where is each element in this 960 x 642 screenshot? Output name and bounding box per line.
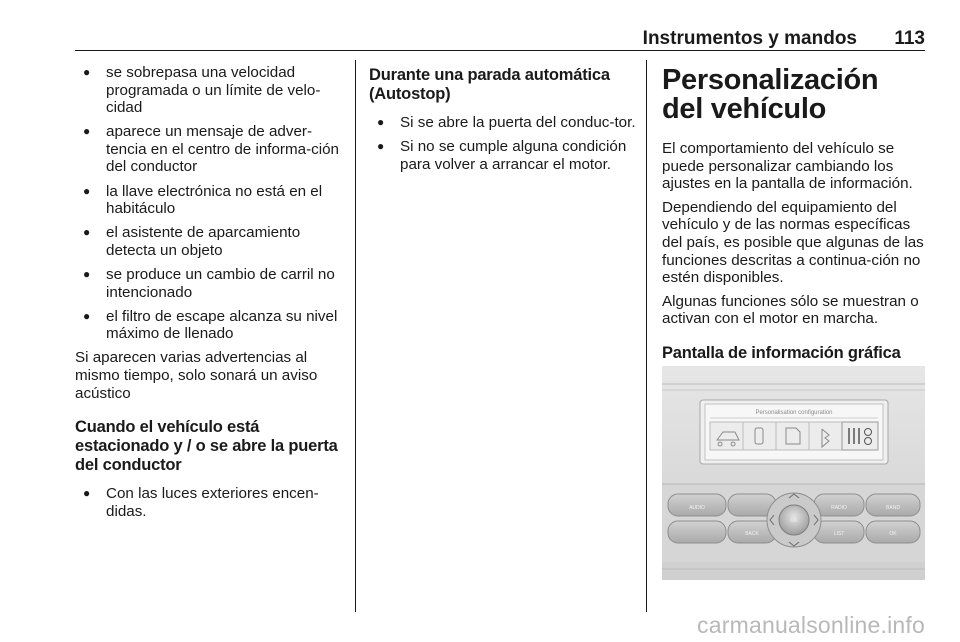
svg-text:BACK: BACK — [745, 531, 759, 537]
section-heading: Personalización del vehículo — [662, 64, 879, 125]
svg-text:BAND: BAND — [886, 505, 900, 511]
info-display-figure — [662, 366, 925, 580]
svg-text:AUDIO: AUDIO — [689, 505, 705, 511]
list-item: ● el filtro de escape alcanza su nivel máximo de llenado — [75, 308, 347, 343]
bullet-list-1 — [75, 64, 347, 343]
subheading-autostop: Durante una parada automática (Autostop) — [369, 66, 610, 103]
svg-text:LIST: LIST — [833, 531, 845, 537]
column-2 — [369, 64, 639, 180]
paragraph: El comportamiento del vehículo se puede personalizar cambiando los ajustes en la pantalla de información. — [662, 140, 913, 193]
column-3 — [662, 66, 927, 373]
paragraph: Si aparecen varias advertencias al mismo tiempo, solo sonará un aviso acústico — [75, 349, 318, 402]
list-item: ● la llave electrónica no está en el habitáculo — [75, 183, 347, 218]
list-item: ● se produce un cambio de carril no intencionado — [75, 266, 347, 301]
page-header — [75, 28, 925, 52]
watermark: carmanualsonline.info — [697, 612, 925, 638]
document-settings-icon[interactable] — [776, 422, 809, 450]
phone-button[interactable] — [668, 521, 726, 543]
list-item: ● se sobrepasa una velocidad programada o un límite de velo-cidad — [75, 64, 347, 117]
list-item: ● Si se abre la puerta del conduc-tor. — [369, 114, 639, 132]
list-item: ● Si no se cumple alguna condición para volver a arrancar el motor. — [369, 138, 639, 173]
car-settings-icon[interactable] — [710, 422, 743, 450]
column-1 — [75, 64, 347, 527]
svg-text:OK: OK — [889, 531, 897, 537]
bluetooth-settings-icon[interactable] — [809, 422, 842, 450]
page-number: 113 — [894, 28, 925, 49]
page-section-title: Instrumentos y mandos — [642, 28, 857, 49]
paragraph: Dependiendo del equipamiento del vehículo y de las normas específicas del país, es posible que algunas de las funciones descritas a continua-ción no estén disponibles. — [662, 198, 924, 287]
svg-text:RADIO: RADIO — [831, 505, 847, 511]
key-settings-icon[interactable] — [743, 422, 776, 450]
svg-text:OK: OK — [790, 518, 798, 524]
bullet-list-3 — [369, 114, 639, 173]
column-divider-2 — [646, 60, 647, 612]
column-divider-1 — [355, 60, 356, 612]
paragraph: Algunas funciones sólo se muestran o activan con el motor en marcha. — [662, 292, 919, 328]
general-settings-icon[interactable] — [842, 422, 878, 450]
list-item: ● Con las luces exteriores encen-didas. — [75, 485, 347, 520]
subheading-display: Pantalla de información gráfica — [662, 343, 901, 362]
list-item: ● el asistente de aparcamiento detecta un objeto — [75, 224, 347, 259]
bullet-list-2 — [75, 485, 347, 520]
header-divider — [75, 50, 925, 51]
list-item: ● aparece un mensaje de adver-tencia en el centro de informa-ción del conductor — [75, 123, 347, 176]
control-panel-illustration — [662, 366, 925, 580]
screen-title: Personalisation configuration — [755, 410, 833, 416]
subheading-parked: Cuando el vehículo está estacionado y / o se abre la puerta del conductor — [75, 418, 338, 475]
